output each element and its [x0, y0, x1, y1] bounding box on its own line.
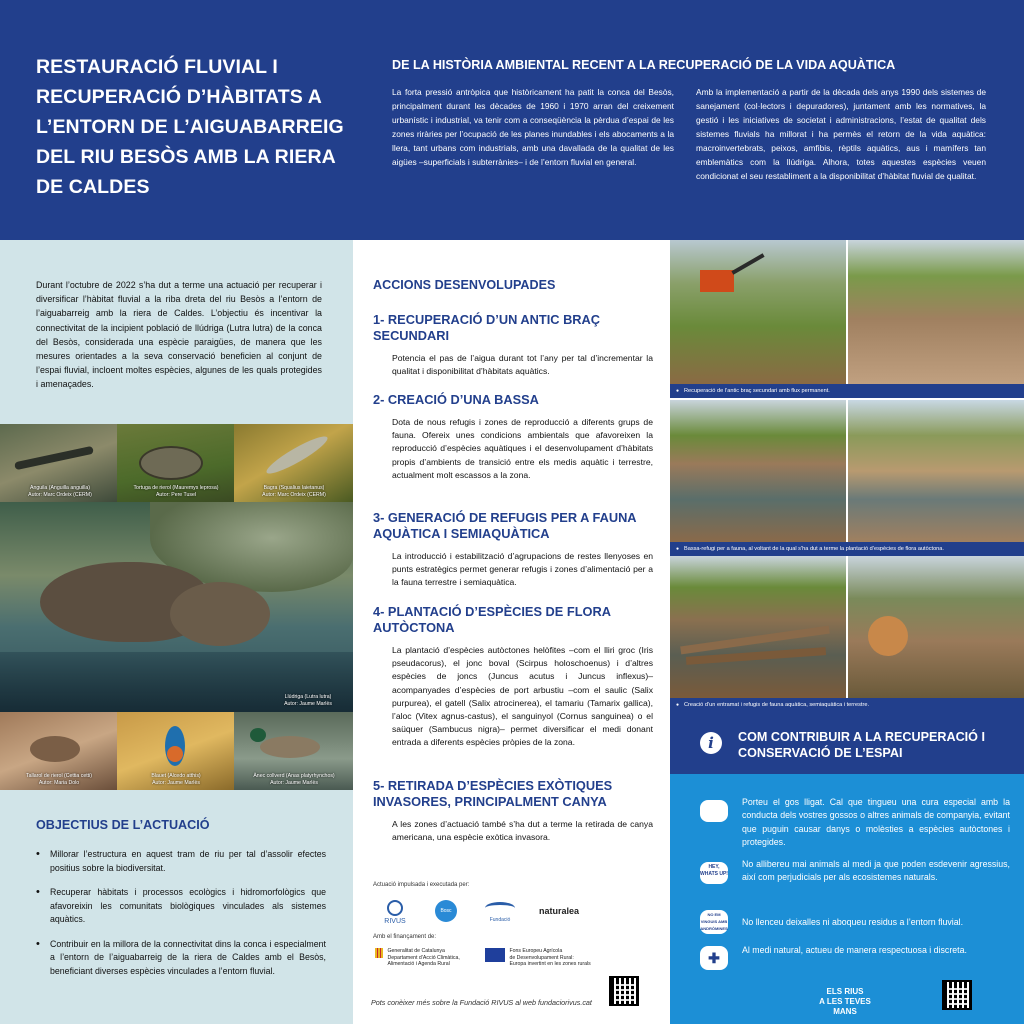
feader-label: Fons Europeu Agrícola de Desenvolupament Rural: Europa invertint en les zones rurals — [509, 948, 591, 967]
objectives-list — [36, 848, 326, 989]
objective-item: • Contribuir en la millora de la connectivitat dins la conca i especialment a l’entorn de l’aiguabarreig de la riera de Caldes amb el Besòs, beneficiant diverses espècies vinculades a l’entorn fluvial. — [36, 938, 326, 979]
heart-hand-icon: ✚ — [700, 946, 728, 970]
left-column — [0, 240, 353, 1024]
no-litter-label: NO EM VINGUIS AMB ANDRÒMINES — [700, 912, 728, 931]
action-3 — [373, 510, 653, 590]
action-heading: 3- GENERACIÓ DE REFUGIS PER A FAUNA AQUÀTICA I SEMIAQUÀTICA — [373, 510, 637, 541]
right-column — [670, 240, 1024, 1024]
photo-turtle — [117, 424, 234, 502]
caption-pond: ● Bassa-refugi per a fauna, al voltant de la qual s’ha dut a terme la plantació d’espècies de flora autòctona. — [670, 542, 1024, 556]
action-heading: 5- RETIRADA D’ESPÈCIES EXÒTIQUES INVASORES, PRINCIPALMENT CANYA — [373, 778, 613, 809]
main-title: RESTAURACIÓ FLUVIAL I RECUPERACIÓ D’HÀBITATS A L’ENTORN DE L’AIGUABARREIG DEL RIU BESÒS AMB LA RIERA DE CALDES — [36, 56, 344, 198]
action-text: La introducció i estabilització d’agrupacions de restes llenyoses en punts estratègics permet generar refugis i zones d’alimentació per a la fauna terrestre i semiaquàtica. — [392, 551, 653, 588]
qr-code-right[interactable] — [942, 980, 972, 1010]
photo-logs — [670, 556, 846, 698]
feader-logo — [485, 948, 605, 968]
sub-title: DE LA HISTÒRIA AMBIENTAL RECENT A LA RECUPERACIÓ DE LA VIDA AQUÀTICA — [392, 58, 896, 72]
action-text: A les zones d’actuació també s’ha dut a terme la retirada de canya americana, una espècie exòtica invasora. — [392, 819, 653, 843]
tip-litter: No llenceu deixalles ni aboqueu residus a l’entorn fluvial. — [742, 917, 964, 927]
no-litter-icon — [700, 910, 728, 934]
tips-box — [670, 774, 1024, 1024]
caption-eel: Anguila (Anguilla anguilla) Autor: Marc Ordeix (CERM) — [28, 485, 92, 498]
action-heading: 2- CREACIÓ D’UNA BASSA — [373, 392, 539, 407]
tip-respect: Al medi natural, actueu de manera respectuosa i discreta. — [742, 945, 967, 955]
action-1 — [373, 312, 653, 378]
action-5 — [373, 778, 653, 844]
photo-pond — [670, 400, 846, 542]
financing-label: Amb el finançament de: — [373, 934, 437, 940]
contribute-title: COM CONTRIBUIR A LA RECUPERACIÓ I CONSERVACIÓ DE L’ESPAI — [738, 730, 985, 760]
naturalea-logo: naturalea — [538, 906, 580, 916]
caption-kingfisher: Blauet (Alcedo atthis) Autor: Jaume Marlès — [151, 773, 201, 786]
header-banner — [0, 0, 1024, 240]
rivus-logo — [375, 900, 415, 925]
objectives-title: OBJECTIUS DE L’ACTUACIÓ — [36, 818, 210, 832]
objective-item: • Recuperar hàbitats i processos ecològics i hidromorfològics que afavoreixin les comunitats biològiques vinculades als sistemes aquàtics. — [36, 886, 326, 927]
action-heading: 1- RECUPERACIÓ D’UN ANTIC BRAÇ SECUNDARI — [373, 312, 601, 343]
photo-pond-2 — [848, 400, 1024, 542]
photo-channel — [848, 240, 1024, 384]
action-text: La plantació d’espècies autòctones helòfites –com el lliri groc (Iris pseudacorus), el jonc boval (Scirpus holoschoenus) i d’altres espècies de joncs (Juncus acutus i Juncus inflexus)– acompanyades d’espècies de port arbustiu –com el saulic (Salix purpurea), el gatell (Salix atrocinerea), el tamariu (Tamarix gallica), l’aloc (Vitex agnus-castus), el sanguinyol (Cornus sanguinea) o el saüquer (Sambucus nigra)– permet diversificar el medi donant entrada a diferents espècies pròpies de la zona. — [392, 645, 653, 748]
rivus-logo-label: RIVUS — [384, 918, 406, 925]
fundacio-logo — [477, 902, 523, 923]
fundacio-logo-label: Fundació — [489, 917, 511, 923]
caption-logs: ● Creació d’un entramat i refugis de fauna aquàtica, semiaquàtica i terrestre. — [670, 698, 1024, 712]
actions-title: ACCIONS DESENVOLUPADES — [373, 278, 556, 292]
generalitat-label: Generalitat de Catalunya Departament d’Acció Climàtica, Alimentació i Agenda Rural — [387, 948, 460, 967]
speech-bubble-icon — [700, 862, 728, 884]
caption-warbler: Tallarol de rierol (Cettia cetti) Autor: Maria Dolo — [25, 773, 93, 786]
photo-fish — [234, 424, 353, 502]
action-text: Potencia el pas de l’aigua durant tot l’any per tal d’incrementar la qualitat i disponibilitat d’hàbitats aquàtics. — [392, 353, 653, 377]
objective-item: • Millorar l’estructura en aquest tram de riu per tal d’assolir efectes positius sobre la biodiversitat. — [36, 848, 326, 875]
caption-channel: ● Recuperació de l’antic braç secundari amb flux permanent. — [670, 384, 1024, 398]
action-text: Dota de nous refugis i zones de reproducció a diferents grups de fauna. Ofereix unes condicions ambientals que afavoreixen la reproducció d’espècies aquàtiques i el desenvolupament d’hàbitats propis d’ambients de transició entre els medis aquàtic i terrestre, actualment molt escassos a la zona. — [392, 417, 653, 480]
photo-mallard — [234, 712, 353, 790]
photo-excavator — [670, 240, 846, 384]
bosc-fluvial-logo — [423, 900, 469, 936]
action-2 — [373, 392, 653, 482]
action-heading: 4- PLANTACIÓ D’ESPÈCIES DE FLORA AUTÒCTONA — [373, 604, 611, 635]
tip-dog: Porteu el gos lligat. Cal que tingueu una cura especial amb la conducta dels vostres gossos o altres animals de companyia, evitant que puguin causar danys o molèsties a espècies autòctones i protegides. — [742, 797, 1010, 848]
intro-left-text: La forta pressió antròpica que històricament ha patit la conca del Besòs, principalment durant les dècades de 1960 i 1970 arran del creixement urbanístic i industrial, va tenir com a conseqüència la pèrdua d’espai de les zones riràries per l’ocupació de les planes inundables i els abocaments a la llera, tant urbans com industrials, amb una davallada de la qualitat de les aigües –superficials i subterrànies– i de l’entorn fluvial en general. — [392, 87, 674, 167]
logos-label: Actuació impulsada i executada per: — [373, 882, 470, 888]
photo-trunks — [848, 556, 1024, 698]
action-4 — [373, 604, 653, 750]
photo-otter — [0, 502, 353, 712]
photo-eel — [0, 424, 117, 502]
speech-bubble-label: HEY, WHATS UP! — [700, 864, 728, 877]
photo-warbler — [0, 712, 117, 790]
left-intro-text: Durant l’octubre de 2022 s’ha dut a terme una actuació per recuperar i diversificar l’hàbitat fluvial a la riba dreta del riu Besòs a l’entorn de l’aiguabarreig amb la riera de Caldes. L’objectiu és incentivar la connectivitat de la incipient població de llúdriga (Lutra lutra) de la conca del Besòs, considerada una espècie paraigües, de manera que les mesures orientades a la seva conservació beneficien al conjunt de l’espai fluvial, incloent moltes espècies, algunes de les quals protegides i amenaçades. — [36, 280, 322, 390]
caption-mallard: Ànec collverd (Anas platyrhynchos) Autor: Jaume Marlès — [253, 773, 335, 786]
footer-note: Pots conèixer més sobre la Fundació RIVUS al web fundaciorivus.cat — [371, 998, 592, 1007]
caption-turtle: Tortuga de rierol (Mauremys leprosa) Autor: Pere Tusel — [133, 485, 219, 498]
generalitat-logo — [375, 948, 475, 968]
dog-icon — [700, 800, 728, 822]
intro-right-text: Amb la implementació a partir de la dècada dels anys 1990 dels sistemes de sanejament (col·lectors i depuradores), juntament amb les normatives, la gestió i les iniciatives de societat i administracions, l’estat de qualitat dels sistemes fluvials ha millorat i ha permès el retorn de la vida aquàtica: macroinvertebrats, peixos, amfibis, rèptils aquàtics, aus i mamífers tan emblemàtics com la llúdriga. Alhora, totes aquestes espècies veuen condicionat el seu restabliment a la disponibilitat d’hàbitat fluvial de qualitat. — [696, 87, 986, 181]
info-icon: i — [700, 732, 722, 754]
middle-column — [353, 240, 670, 1024]
caption-otter: Llúdriga (Lutra lutra) Autor: Jaume Marlès — [284, 694, 332, 707]
photo-kingfisher — [117, 712, 234, 790]
contribute-box — [670, 712, 1024, 774]
tip-release: No allibereu mai animals al medi ja que poden esdevenir agressius, així com perjudicials per als ecosistemes naturals. — [742, 859, 1010, 883]
bosc-fluvial-logo-label: Bosc Fluvial — [435, 900, 457, 922]
els-rius-badge: ELS RIUS A LES TEVES MANS — [819, 987, 871, 1016]
qr-code[interactable] — [609, 976, 639, 1006]
caption-fish: Bagra (Squalius laietanus) Autor: Marc Ordeix (CERM) — [262, 485, 326, 498]
